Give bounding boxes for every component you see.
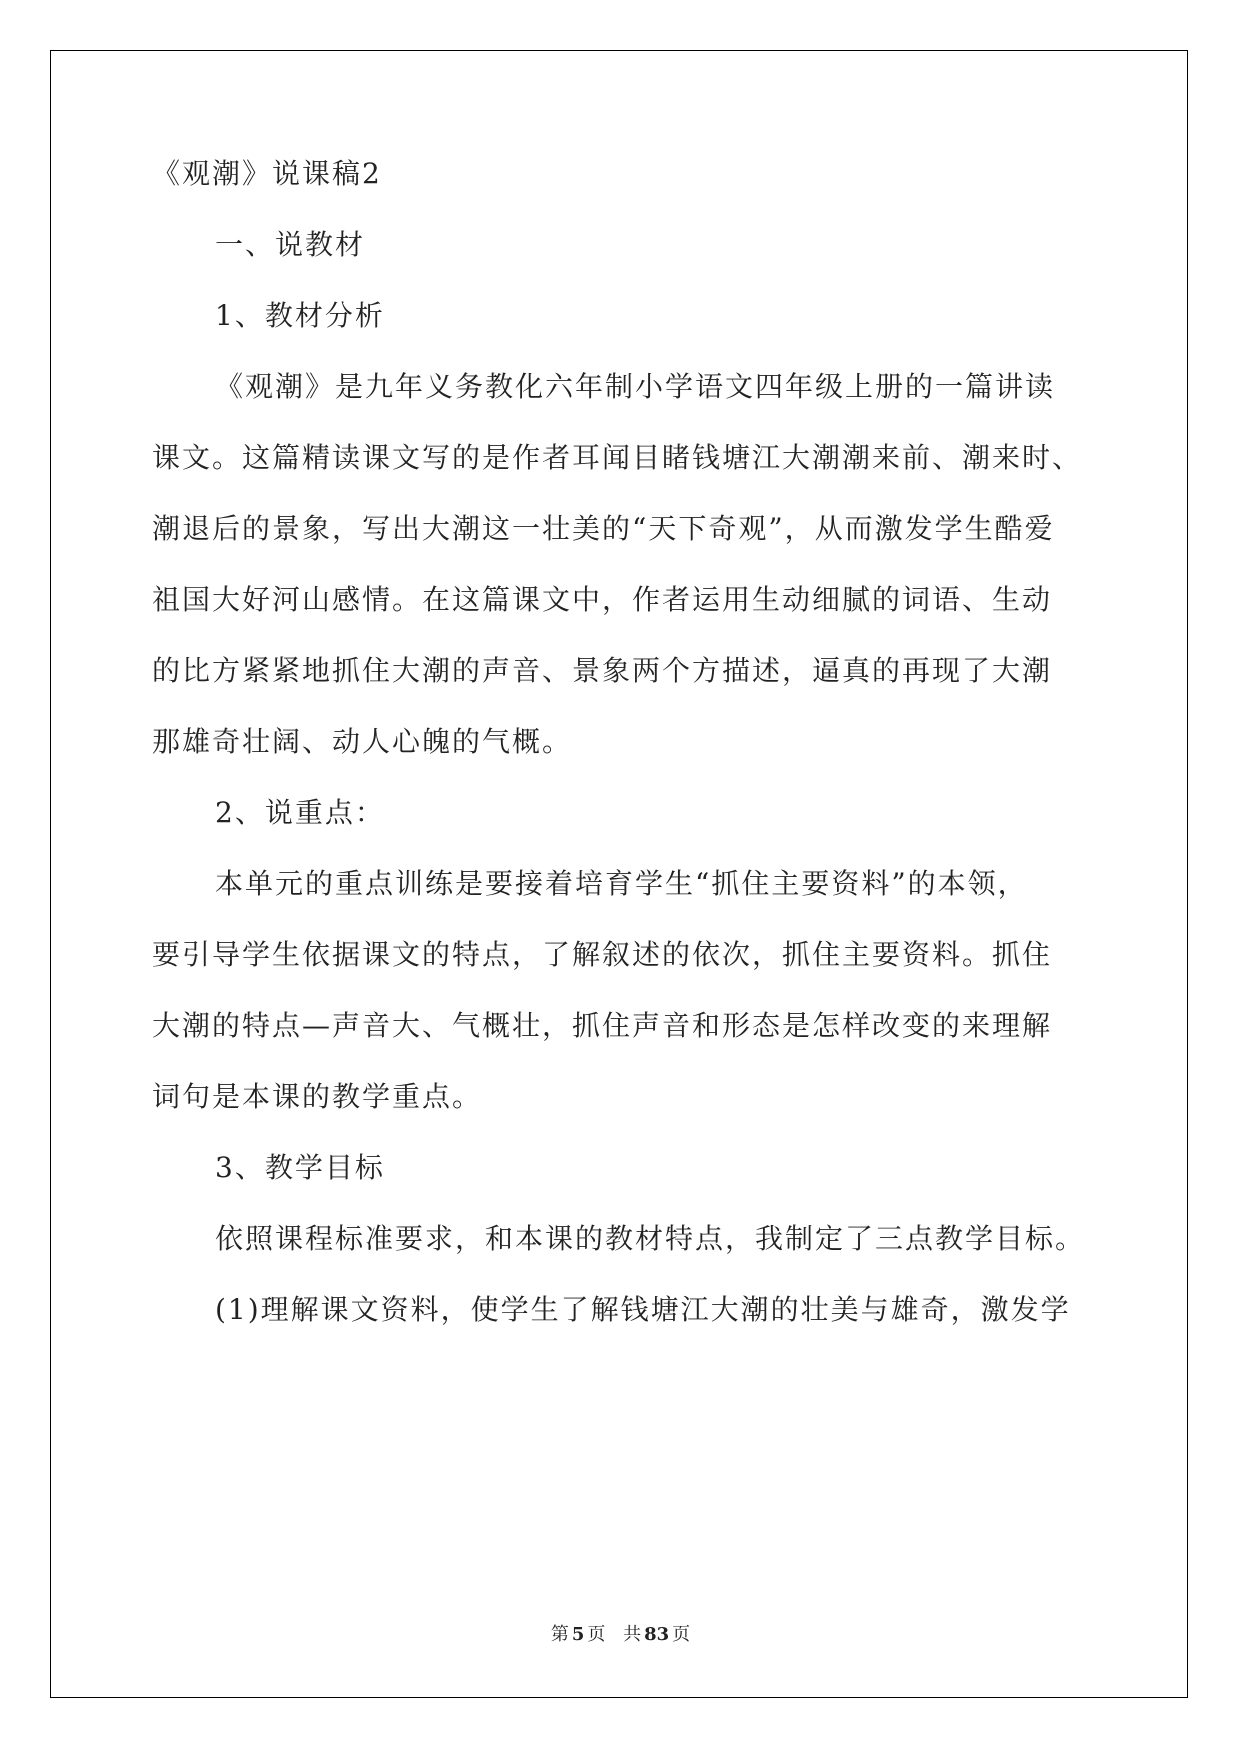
paragraph-line: 潮退后的景象，写出大潮这一壮美的“天下奇观”，从而激发学生酷爱 — [152, 512, 1055, 545]
page-total-indicator — [620, 1624, 693, 1645]
total-prefix: 共 — [623, 1624, 642, 1645]
subsection-heading: 1、教材分析 — [215, 299, 385, 332]
paragraph-line: 祖国大好河山感情。在这篇课文中，作者运用生动细腻的词语、生动 — [152, 583, 1053, 616]
total-unit: 页 — [672, 1624, 691, 1645]
section-heading: 一、说教材 — [215, 228, 366, 261]
paragraph-line: 要引导学生依据课文的特点，了解叙述的依次，抓住主要资料。抓住 — [152, 938, 1053, 971]
paragraph-line: 《观潮》是九年义务教化六年制小学语文四年级上册的一篇讲读 — [215, 370, 1056, 403]
subsection-heading: 2、说重点： — [215, 796, 385, 829]
page-indicator — [548, 1624, 609, 1645]
paragraph-line: 的比方紧紧地抓住大潮的声音、景象两个方描述，逼真的再现了大潮 — [152, 654, 1053, 687]
paragraph-line: 大潮的特点—声音大、气概壮，抓住声音和形态是怎样改变的来理解 — [152, 1009, 1053, 1042]
paragraph-line: 课文。这篇精读课文写的是作者耳闻目睹钱塘江大潮潮来前、潮来时、 — [152, 441, 1083, 474]
page-prefix: 第 — [550, 1624, 569, 1645]
paragraph-line: 那雄奇壮阔、动人心魄的气概。 — [152, 725, 573, 758]
page-footer — [0, 1623, 1241, 1647]
subsection-heading: 3、教学目标 — [215, 1151, 385, 1184]
paragraph-line: 本单元的重点训练是要接着培育学生“抓住主要资料”的本领， — [215, 867, 1028, 900]
page-unit: 页 — [587, 1624, 606, 1645]
paragraph-line: 依照课程标准要求，和本课的教材特点，我制定了三点教学目标。 — [215, 1222, 1086, 1255]
page-total: 83 — [644, 1624, 670, 1645]
paragraph-line: (1)理解课文资料，使学生了解钱塘江大潮的壮美与雄奇，激发学 — [215, 1293, 1071, 1326]
paragraph-line: 词句是本课的教学重点。 — [152, 1080, 483, 1113]
page-current: 5 — [571, 1624, 585, 1645]
document-title: 《观潮》说课稿2 — [152, 157, 382, 190]
